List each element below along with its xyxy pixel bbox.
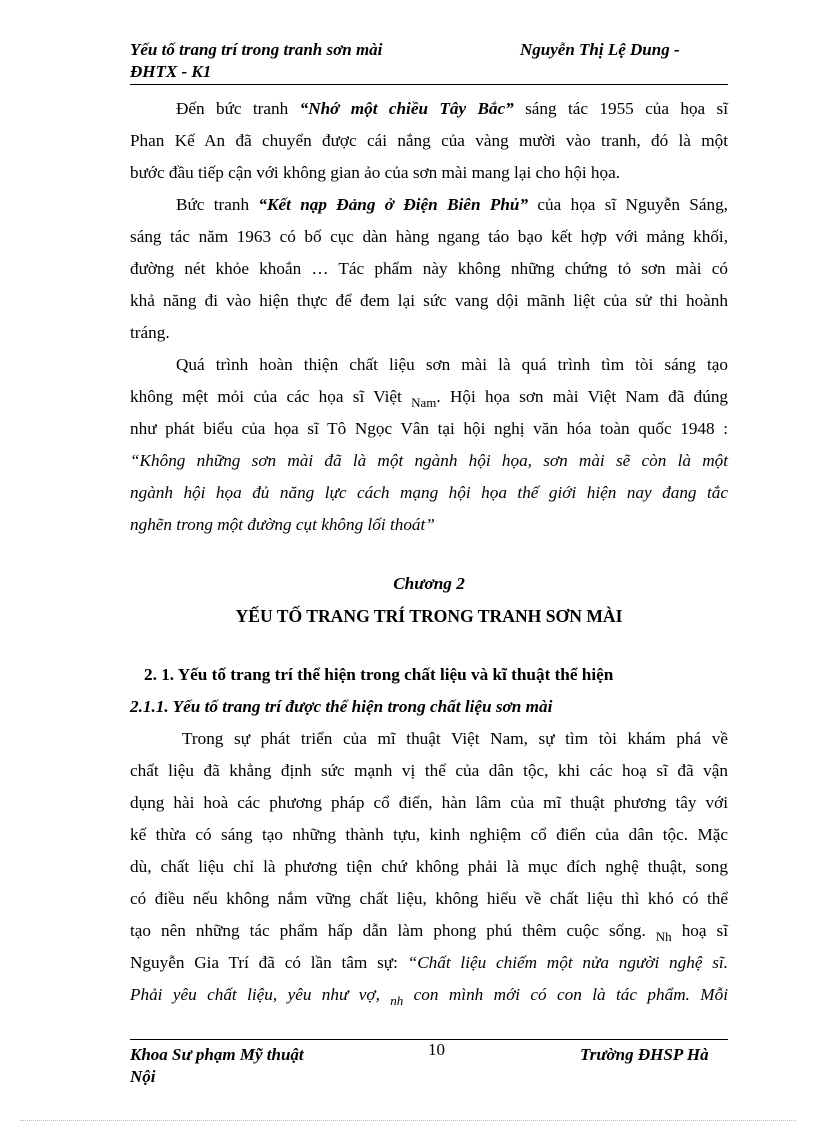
section-heading: 2. 1. Yếu tố trang trí thể hiện trong chất liệu và kĩ thuật thể hiện [144, 665, 614, 684]
p4-line-2: chất liệu đã khẳng định sức mạnh vị thế của dân tộc, khi các hoạ sĩ đã vận [130, 761, 728, 780]
subsection-heading: 2.1.1. Yếu tố trang trí được thể hiện trong chất liệu sơn mài [130, 697, 553, 716]
p4-line-6: có điều nếu không nắm vững chất liệu, không hiểu về chất liệu thì khó có thể [130, 889, 728, 908]
footer-left: Khoa Sư phạm Mỹ thuật [130, 1045, 304, 1064]
header-left: Yếu tố trang trí trong tranh sơn mài [130, 40, 383, 59]
quote-line-1: “Không những sơn mài đã là một ngành hội họa, sơn mài sẽ còn là một [130, 451, 728, 470]
paragraph-4 [130, 723, 728, 1011]
paragraph-2 [130, 189, 728, 349]
footer-left-line2: Nội [130, 1067, 156, 1086]
p1-line-2: Phan Kế An đã chuyển được cái nắng của vàng mười vào tranh, đó là một [130, 131, 728, 150]
p3-line-2: không mệt mỏi của các họa sĩ Việt $_{Nam}$. Hội họa sơn mài Việt Nam đã đúng [130, 387, 729, 410]
quote-line-3: nghẽn trong một đường cụt không lối thoát” [130, 515, 435, 534]
header-left-line2: ĐHTX - K1 [130, 62, 212, 81]
artwork-title-1: “Nhớ một chiều Tây Bắc” [299, 99, 514, 118]
quote-nguyen-gia-tri: “Chất liệu chiếm một nửa người nghệ sĩ. [407, 953, 728, 972]
p2-line-4: khả năng đi vào hiện thực để đem lại sức vang dội mãnh liệt của sử thi hoành [130, 291, 728, 310]
p4-line-3: dụng hài hoà các phương pháp cổ điển, hàn lâm của mĩ thuật phương tây với [130, 793, 728, 812]
p2-line-3: đường nét khỏe khoắn … Tác phẩm này không những chứng tỏ sơn mài có [130, 259, 728, 278]
artwork-title-2: “Kết nạp Đảng ở Điện Biên Phủ” [258, 195, 529, 214]
page-body [130, 93, 728, 1011]
p4-line-9: Phải yêu chất liệu, yêu như vợ, $_{nh}$ con mình mới có con là tác phẩm. Mỗi [130, 985, 728, 1008]
p1-line-1: Đến bức tranh “Nhớ một chiều Tây Bắc” sáng tác 1955 của họa sĩ [176, 99, 728, 118]
p4-line-1: Trong sự phát triển của mĩ thuật Việt Nam, sự tìm tòi khám phá về [182, 729, 728, 748]
paragraph-3 [130, 349, 728, 541]
p1-line-3: bước đầu tiếp cận với không gian ảo của sơn mài mang lại cho hội họa. [130, 163, 621, 182]
p3-line-1: Quá trình hoàn thiện chất liệu sơn mài là quá trình tìm tòi sáng tạo [176, 355, 728, 374]
quote-line-2: ngành hội họa đủ năng lực cách mạng hội họa thế giới hiện nay đang tắc [130, 483, 728, 502]
chapter-title: YẾU TỐ TRANG TRÍ TRONG TRANH SƠN MÀI [235, 606, 623, 626]
header-right: Nguyễn Thị Lệ Dung - [520, 40, 680, 59]
p4-line-4: kế thừa có sáng tạo những thành tựu, kinh nghiệm cổ điển của dân tộc. Mặc [130, 825, 728, 844]
footer-right: Trường ĐHSP Hà [580, 1045, 709, 1064]
page-number: 10 [428, 1040, 445, 1059]
p2-line-2: sáng tác năm 1963 có bố cục dàn hàng ngang táo bạo kết hợp với mảng khối, [130, 227, 728, 246]
p2-line-1: Bức tranh “Kết nạp Đảng ở Điện Biên Phủ” của họa sĩ Nguyễn Sáng, [176, 195, 728, 214]
p3-line-3: như phát biểu của họa sĩ Tô Ngọc Vân tại hội nghị văn hóa toàn quốc 1948 : [130, 419, 728, 438]
header-rule [130, 84, 728, 85]
page-bottom-edge [20, 1120, 796, 1121]
chapter-label: Chương 2 [393, 574, 465, 593]
p4-line-7: tạo nên những tác phẩm hấp dẫn làm phong phú thêm cuộc sống. $_{Nh}$ hoạ sĩ [130, 921, 728, 944]
p4-line-5: dù, chất liệu chỉ là phương tiện chứ không phải là mục đích nghệ thuật, song [130, 857, 728, 876]
paragraph-1 [130, 93, 728, 189]
p2-line-5: tráng. [130, 323, 170, 342]
p4-line-8: Nguyễn Gia Trí đã có lần tâm sự: “Chất liệu chiếm một nửa người nghệ sĩ. [130, 953, 728, 972]
